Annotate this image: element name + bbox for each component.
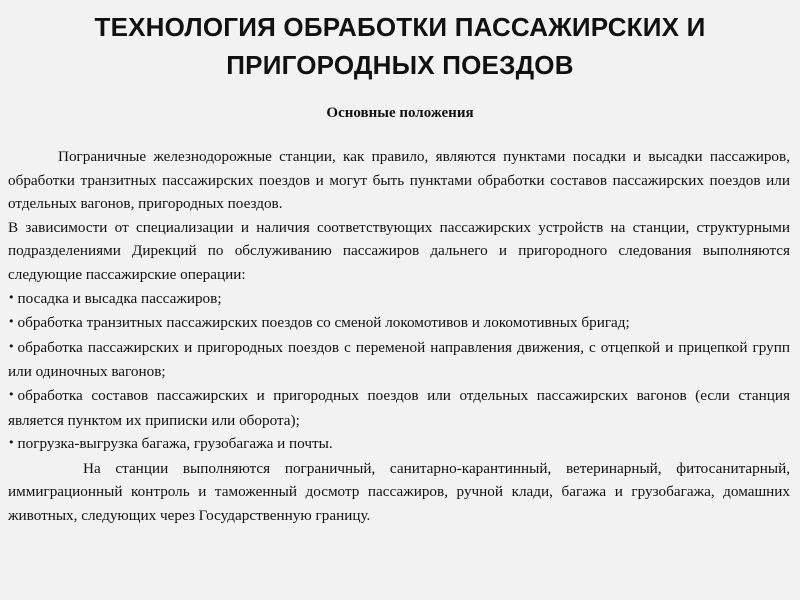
list-item-text: обработка транзитных пассажирских поездов со сменой локомотивов и локомотивных бригад;	[17, 314, 630, 332]
control-paragraph: На станции выполняются пограничный, санитарно-карантинный, ветеринарный, фитосанитарный, иммиграционный контроль и таможенный досмотр пассажиров, ручной клади, багажа и грузобагажа, домашних животных, следующих через Государственную границу.	[8, 459, 790, 524]
list-item	[8, 384, 790, 432]
slide-title-line-1: ТЕХНОЛОГИЯ ОБРАБОТКИ ПАССАЖИРСКИХ И	[94, 12, 706, 42]
bullet-icon: •	[8, 436, 15, 450]
slide-body	[8, 145, 790, 528]
intro-paragraph: Пограничные железнодорожные станции, как правило, являются пунктами посадки и высадки пассажиров, обработки транзитных пассажирских поездов и могут быть пунктами обработки составов пассажирских поездов или отдельных вагонов, пригородных поездов.	[8, 148, 790, 213]
list-item	[8, 311, 790, 336]
list-item	[8, 287, 790, 312]
bullet-icon: •	[8, 315, 15, 329]
bullet-icon: •	[8, 339, 15, 353]
list-item-text: обработка составов пассажирских и пригородных поездов или отдельных пассажирских вагонов (если станция является пунктом их приписки или оборота);	[8, 386, 790, 429]
list-item-text: обработка пассажирских и пригородных поездов с переменой направления движения, с отцепкой и прицепкой групп или одиночных вагонов;	[8, 338, 790, 381]
bullet-icon: •	[8, 290, 15, 304]
list-item	[8, 432, 790, 457]
bullet-icon: •	[8, 387, 15, 401]
list-item-text: посадка и высадка пассажиров;	[17, 289, 222, 307]
operations-list	[8, 287, 790, 457]
slide-title	[6, 8, 794, 84]
slide-title-line-2: ПРИГОРОДНЫХ ПОЕЗДОВ	[226, 50, 574, 80]
operations-lead-paragraph: В зависимости от специализации и наличия соответствующих пассажирских устройств на станции, структурными подразделениями Дирекций по обслуживанию пассажиров дальнего и пригородного следования выполняются следующие пассажирские операции:	[8, 218, 790, 283]
list-item-text: погрузка-выгрузка багажа, грузобагажа и почты.	[17, 435, 333, 453]
section-subtitle: Основные положения	[326, 105, 474, 121]
list-item	[8, 336, 790, 384]
